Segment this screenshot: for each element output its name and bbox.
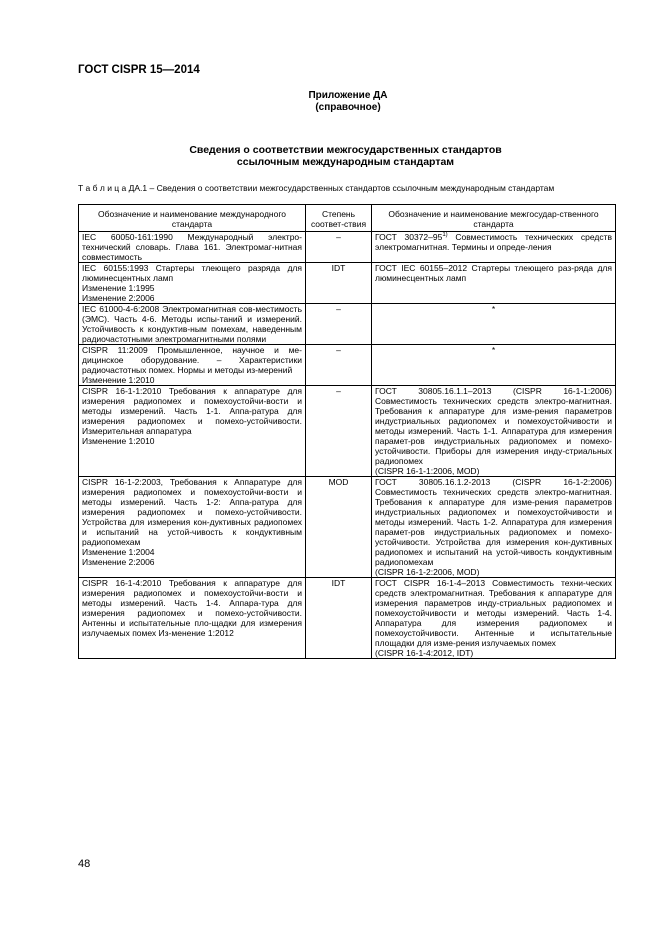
interstate-standard-cell [372,263,616,304]
page-number: 48 [78,858,91,870]
table-row [79,263,616,304]
degree-cell [306,232,372,263]
interstate-standard-text: ГОСТ CISPR 16-1-4–2013 Совместимость техни-ческих средств электромагнитная. Требования к аппаратуре для измерения параметров инду-стриальных радиопомех и помехоустойчивости и методы измерений. Часть 1-4. Аппаратура для измерения радиопомех и помехоустойчивости. Антенные и испытательные площадки для изме-рения излучаемых помех (CISPR 16-1-4:2012, IDT) [375,578,612,658]
degree-text: – [336,232,341,242]
appendix-title: Приложение ДА [308,90,388,101]
international-standard-cell [79,477,306,578]
international-standard-text: CISPR 16-1-1:2010 Требования к аппаратуре для измерения радиопомех и помехоустойчи-вости и методы измерений. Часть 1-1. Аппа-ратура для измерения радиопомех и помехо-устойчивости. Измерительная аппаратура Изменение 1:2010 [82,386,302,446]
international-standard-cell [79,345,306,386]
degree-cell [306,578,372,659]
interstate-standard-text: ГОСТ 30372–95 [375,232,443,242]
international-standard-text: IEC 60155:1993 Стартеры тлеющего разряда для люминесцентных ламп Изменение 1:1995 Изменение 2:2006 [82,263,302,303]
interstate-standard-text: ГОСТ 30805.16.1.1–2013 (CISPR 16-1-1:2006) Совместимость технических средств электро-магнитная. Требования к аппаратуре для изме-рения параметров индустриальных радиопомех и помехоустойчивости и методы измерений. Часть 1-1. Аппаратура для измерения парамет-ров индустриальных радиопомех и помехо-устойчивости. Приборы для измерения инду-стриальных радиопомех (CISPR 16-1-1:2006, MOD) [375,386,612,476]
header-degree-of-correspondence: Степень соответ-ствия [306,205,372,232]
degree-cell [306,345,372,386]
interstate-standard-text: ГОСТ 30805.16.1.2-2013 (CISPR 16-1-2:2006) Совместимость технических средств электро-магнитная. Требования к аппаратуре для изме-рения параметров индустриальных радиопомех и помехоустойчивости и методы измерений. Часть 1-2. Аппаратура для измерения парамет-ров индустриальных радиопомех и помехо-устойчивости. Устройства для измерения кон-дуктивных радиопомех и испытаний на устой-чивость кондуктивным радиопомехам (CISPR 16-1-2:2006, MOD) [375,477,612,577]
footnote-marker: 1) [442,232,448,239]
document-code: ГОСТ CISPR 15—2014 [78,64,200,76]
international-standard-cell [79,304,306,345]
international-standard-cell [79,578,306,659]
international-standard-text: CISPR 16-1-4:2010 Требования к аппаратуре для измерения радиопомех и помехоустойчи-вости и методы измерений. Часть 1-4. Аппара-тура для измерения радиопомех и помехо-устойчивости. Антенны и испытательные пло-щадки для измерения излучаемых помех Из-менение 1:2012 [82,578,302,638]
table-caption: Т а б л и ц а ДА.1 – Сведения о соответствии межгосударственных стандартов ссылочным международным стандартам [78,183,555,193]
interstate-standard-text: * [491,345,496,355]
table-row [79,232,616,263]
interstate-standard-cell [372,345,616,386]
interstate-standard-cell [372,386,616,477]
international-standard-cell [79,263,306,304]
appendix-heading [0,90,661,114]
degree-cell [306,386,372,477]
header-interstate-standard: Обозначение и наименование межгосудар-ственного стандарта [372,205,616,232]
international-standard-cell [79,386,306,477]
international-standard-text: CISPR 16-1-2:2003, Требования к Аппаратуре для измерения радиопомех и помехоустойчи-вости и методы измерений. Часть 1-2: Аппа-ратура для измерения радиопомех и помехо-устойчивости. Устройства для измерения кон-дуктивных радиопомех и испытаний на устой-чивость к кондуктивным радиопомехам Изменение 1:2004 Изменение 2:2006 [82,477,302,567]
international-standard-text: CISPR 11:2009 Промышленное, научное и ме-дицинское оборудование. – Характеристики радиочастотных помех. Нормы и методы из-мерений Изменение 1:2010 [82,345,302,385]
interstate-standard-cell [372,578,616,659]
interstate-standard-cell [372,304,616,345]
degree-cell [306,477,372,578]
table-header-row [79,205,616,232]
table-row [79,345,616,386]
degree-text: – [336,345,341,355]
section-title-line-1: Сведения о соответствии межгосударственных стандартов [189,144,502,156]
interstate-standard-text: ГОСТ IEC 60155–2012 Стартеры тлеющего раз-ряда для люминесцентных ламп [375,263,612,283]
appendix-subtitle: (справочное) [315,102,381,113]
degree-text: – [336,304,341,314]
section-title-line-2: ссылочным международным стандартам [236,156,455,168]
table-row [79,578,616,659]
international-standard-text: IEC 60050-161:1990 Международный электро-технический словарь. Глава 161. Электромаг-нитная совместимость [82,232,302,262]
degree-text: IDT [331,578,346,588]
section-title [0,144,661,168]
interstate-standard-cell [372,477,616,578]
interstate-standard-text-rest: Совместимость технических средств электромагнитная. Термины и опреде-ления [375,232,613,252]
degree-text: IDT [331,263,346,273]
table-row [79,304,616,345]
header-international-standard: Обозначение и наименование международного стандарта [79,205,306,232]
standards-correspondence-table [78,204,616,659]
degree-cell [306,304,372,345]
degree-cell [306,263,372,304]
table-row [79,477,616,578]
degree-text: – [336,386,341,396]
interstate-standard-text: * [491,304,496,314]
international-standard-cell [79,232,306,263]
table-row [79,386,616,477]
international-standard-text: IEC 61000-4-6:2008 Электромагнитная сов-местимость (ЭМС). Часть 4-6. Методы испы-таний и измерений. Устойчивость к кондуктив-ным помехам, наведенным радиочастотными электромагнитными полями [82,304,302,344]
degree-text: MOD [328,477,349,487]
interstate-standard-cell [372,232,616,263]
